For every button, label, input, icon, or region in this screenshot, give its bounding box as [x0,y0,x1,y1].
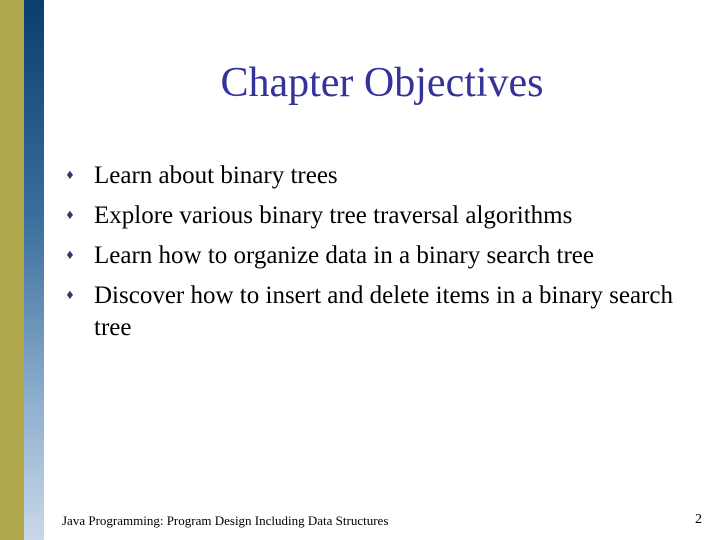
list-item-text: Learn how to organize data in a binary search tree [94,242,594,269]
page-number: 2 [695,512,702,527]
diamond-bullet-icon: ♦ [66,288,74,303]
list-item-text: Discover how to insert and delete items in a binary search tree [94,282,673,341]
list-item-text: Learn about binary trees [94,162,338,189]
objectives-list [62,160,682,352]
footer-text: Java Programming: Program Design Including Data Structures [62,513,389,528]
list-item [62,160,682,192]
slide-title: Chapter Objectives [220,60,544,106]
left-accent-bar-blue [24,0,44,540]
list-item [62,280,682,344]
list-item-text: Explore various binary tree traversal algorithms [94,202,573,229]
diamond-bullet-icon: ♦ [66,208,74,223]
diamond-bullet-icon: ♦ [66,248,74,263]
left-accent-bar-olive [0,0,24,540]
list-item [62,200,682,232]
list-item [62,240,682,272]
diamond-bullet-icon: ♦ [66,168,74,183]
